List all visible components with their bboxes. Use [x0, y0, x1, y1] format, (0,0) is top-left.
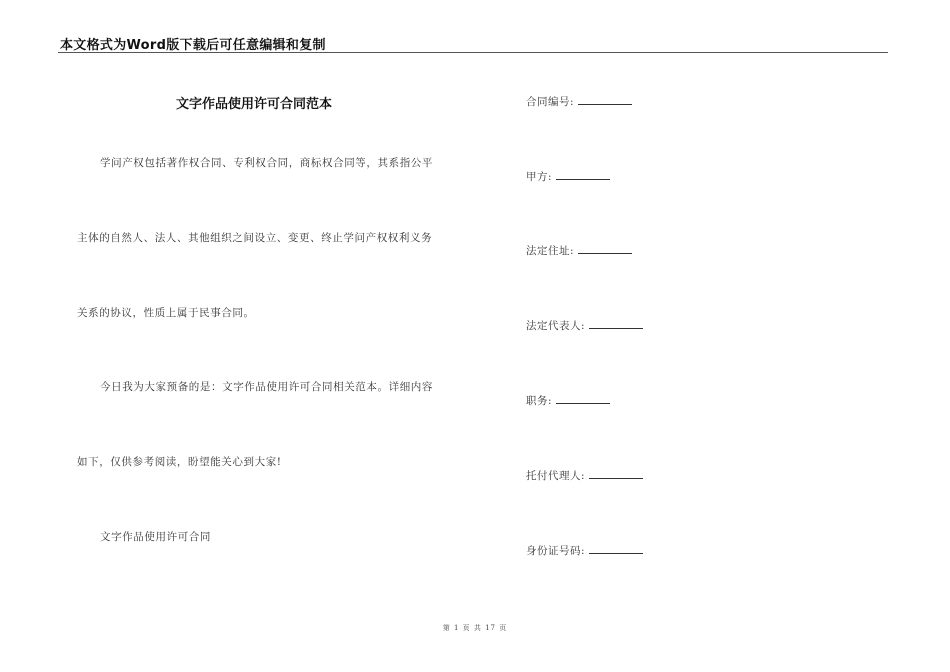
field-label: 托付代理人:	[526, 470, 586, 482]
paragraph-line: 学问产权包括著作权合同、专利权合同，商标权合同等，其系指公平	[100, 157, 433, 169]
paragraph-line: 关系的协议，性质上属于民事合同。	[77, 307, 255, 319]
blank-line	[578, 253, 632, 254]
field-id-number	[526, 543, 643, 558]
paragraph-line: 主体的自然人、法人、其他组织之间设立、变更、终止学问产权权利义务	[77, 232, 433, 244]
field-label: 职务:	[526, 395, 553, 407]
blank-line	[589, 478, 643, 479]
field-legal-representative	[526, 318, 643, 333]
field-authorized-agent	[526, 468, 643, 483]
field-label: 甲方:	[526, 171, 553, 183]
document-title: 文字作品使用许可合同范本	[176, 97, 333, 112]
field-label: 身份证号码:	[526, 545, 586, 557]
contract-heading: 文字作品使用许可合同	[100, 531, 211, 543]
paragraph-line: 如下，仅供参考阅读，盼望能关心到大家!	[77, 456, 282, 468]
field-label: 法定代表人:	[526, 320, 586, 332]
page-number: 第 1 页 共 17 页	[442, 624, 508, 632]
blank-line	[578, 104, 632, 105]
document-header: 本文格式为Word版下载后可任意编辑和复制	[60, 38, 326, 53]
blank-line	[556, 179, 610, 180]
header-divider	[58, 52, 888, 53]
blank-line	[556, 403, 610, 404]
field-contract-number	[526, 94, 632, 109]
field-legal-address	[526, 243, 632, 258]
field-party-a	[526, 169, 610, 184]
field-label: 法定住址:	[526, 245, 575, 257]
field-label: 合同编号:	[526, 96, 575, 108]
blank-line	[589, 328, 643, 329]
field-position	[526, 393, 610, 408]
paragraph-line: 今日我为大家预备的是：文字作品使用许可合同相关范本。详细内容	[100, 381, 433, 393]
blank-line	[589, 553, 643, 554]
